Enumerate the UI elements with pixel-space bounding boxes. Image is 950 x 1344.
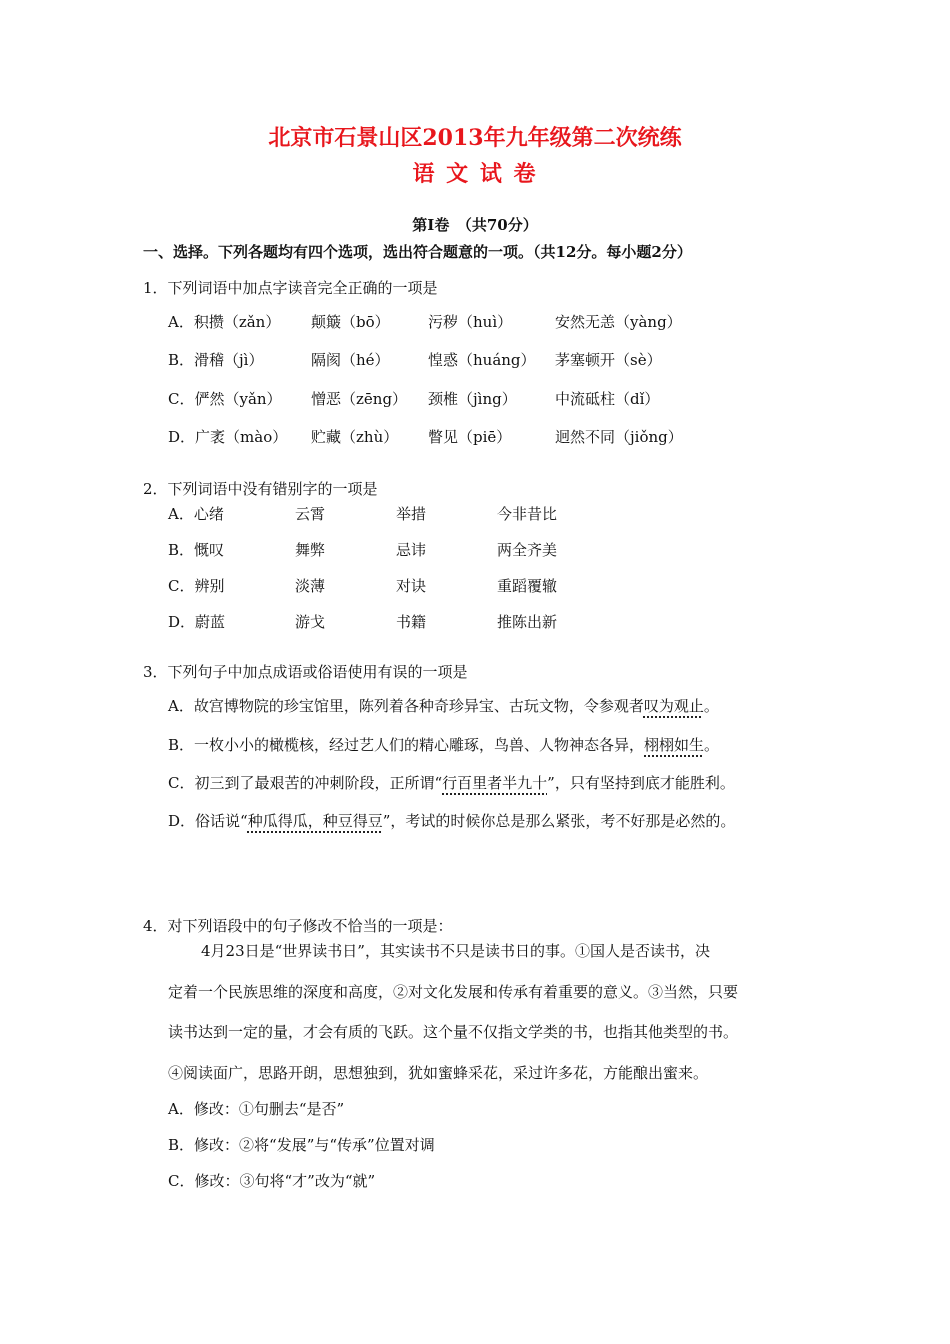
q3-option-b [168, 734, 719, 755]
part-heading: 一、选择。下列各题均有四个选项，选出符合题意的一项。（共12分。每小题2分） [143, 243, 692, 261]
q3-option-a [168, 695, 719, 716]
q2-b-3: 忌讳 [396, 541, 427, 559]
q3-b-dotted: 栩栩如生 [644, 736, 705, 754]
q1-d-2: 贮藏（zhù） [311, 428, 399, 446]
q2-d-2: 游戈 [295, 613, 326, 631]
q1-b-4: 茅塞顿开（sè） [555, 351, 662, 369]
q3-b-end: 。 [704, 736, 720, 754]
q1-d-4: 迥然不同（jiǒng） [555, 428, 683, 446]
q4-passage-line: 4月23日是“世界读书日”，其实读书不只是读书日的事。①国人是否读书，决 [201, 942, 710, 960]
q1-a-2: 颠簸（bō） [311, 313, 390, 331]
q1-c-2: 憎恶（zēng） [311, 390, 408, 408]
exam-title: 北京市石景山区2013年九年级第二次统练 [268, 125, 682, 151]
q1-c-3: 颈椎（jìng） [428, 390, 517, 408]
q2-a-1: A．心绪 [168, 505, 224, 523]
q4-option-c: C．修改：③句将“才”改为“就” [168, 1172, 376, 1190]
q3-option-d [168, 810, 735, 831]
q4-option-a: A．修改：①句删去“是否” [168, 1100, 345, 1118]
volume-heading: 第Ⅰ卷 （共70分） [412, 216, 538, 234]
q3-d-end: ”，考试的时候你总是那么紧张，考不好那是必然的。 [382, 812, 736, 830]
q2-c-3: 对诀 [396, 577, 427, 595]
q3-c-end: ”，只有坚持到底才能胜利。 [547, 774, 735, 792]
q1-c-1: C．俨然（yǎn） [168, 390, 282, 408]
q2-c-4: 重蹈覆辙 [497, 577, 558, 595]
q1-d-3: 瞥见（piē） [428, 428, 512, 446]
q3-a-text: A．故宫博物院的珍宝馆里，陈列着各种奇珍异宝、古玩文物，令参观者 [168, 697, 644, 715]
q2-d-3: 书籍 [396, 613, 427, 631]
q2-d-4: 推陈出新 [497, 613, 558, 631]
q2-b-1: B．慨叹 [168, 541, 225, 559]
q1-a-4: 安然无恙（yàng） [555, 313, 682, 331]
q4-passage-line: 读书达到一定的量，才会有质的飞跃。这个量不仅指文学类的书，也指其他类型的书。 [168, 1023, 739, 1041]
q3-stem: 3．下列句子中加点成语或俗语使用有误的一项是 [143, 663, 468, 681]
q1-d-1: D．广袤（mào） [168, 428, 288, 446]
q2-a-3: 举措 [396, 505, 427, 523]
q1-b-3: 惶惑（huáng） [428, 351, 536, 369]
q2-b-4: 两全齐美 [497, 541, 558, 559]
q4-passage-line: 定着一个民族思维的深度和高度，②对文化发展和传承有着重要的意义。③当然，只要 [168, 983, 739, 1001]
q3-d-dotted: 种瓜得瓜，种豆得豆 [247, 812, 383, 830]
q3-b-text: B．一枚小小的橄榄核，经过艺人们的精心雕琢，鸟兽、人物神态各异， [168, 736, 645, 754]
q2-c-2: 淡薄 [295, 577, 326, 595]
q1-b-1: B．滑稽（jì） [168, 351, 264, 369]
q2-b-2: 舞弊 [295, 541, 326, 559]
q3-a-end: 。 [703, 697, 719, 715]
q3-d-text: D．俗话说“ [168, 812, 248, 830]
q3-c-dotted: 行百里者半九十 [442, 774, 548, 792]
q4-passage-line: ④阅读面广，思路开朗，思想独到，犹如蜜蜂采花，采过许多花，方能酿出蜜来。 [168, 1064, 709, 1082]
q3-a-dotted: 叹为观止 [643, 697, 704, 715]
q1-c-4: 中流砥柱（dǐ） [555, 390, 660, 408]
q2-stem: 2．下列词语中没有错别字的一项是 [143, 480, 378, 498]
q2-c-1: C．辨别 [168, 577, 225, 595]
q1-stem: 1．下列词语中加点字读音完全正确的一项是 [143, 279, 438, 297]
q1-a-1: A．积攒（zǎn） [168, 313, 281, 331]
q3-c-text: C．初三到了最艰苦的冲刺阶段，正所谓“ [168, 774, 443, 792]
q1-a-3: 污秽（huì） [428, 313, 513, 331]
q2-d-1: D．蔚蓝 [168, 613, 226, 631]
q3-option-c [168, 772, 735, 793]
q2-a-4: 今非昔比 [497, 505, 558, 523]
q4-option-b: B．修改：②将“发展”与“传承”位置对调 [168, 1136, 435, 1154]
exam-subtitle: 语 文 试 卷 [412, 161, 538, 187]
q2-a-2: 云霄 [295, 505, 326, 523]
q4-stem: 4．对下列语段中的句子修改不恰当的一项是： [143, 917, 453, 935]
q1-b-2: 隔阂（hé） [311, 351, 390, 369]
